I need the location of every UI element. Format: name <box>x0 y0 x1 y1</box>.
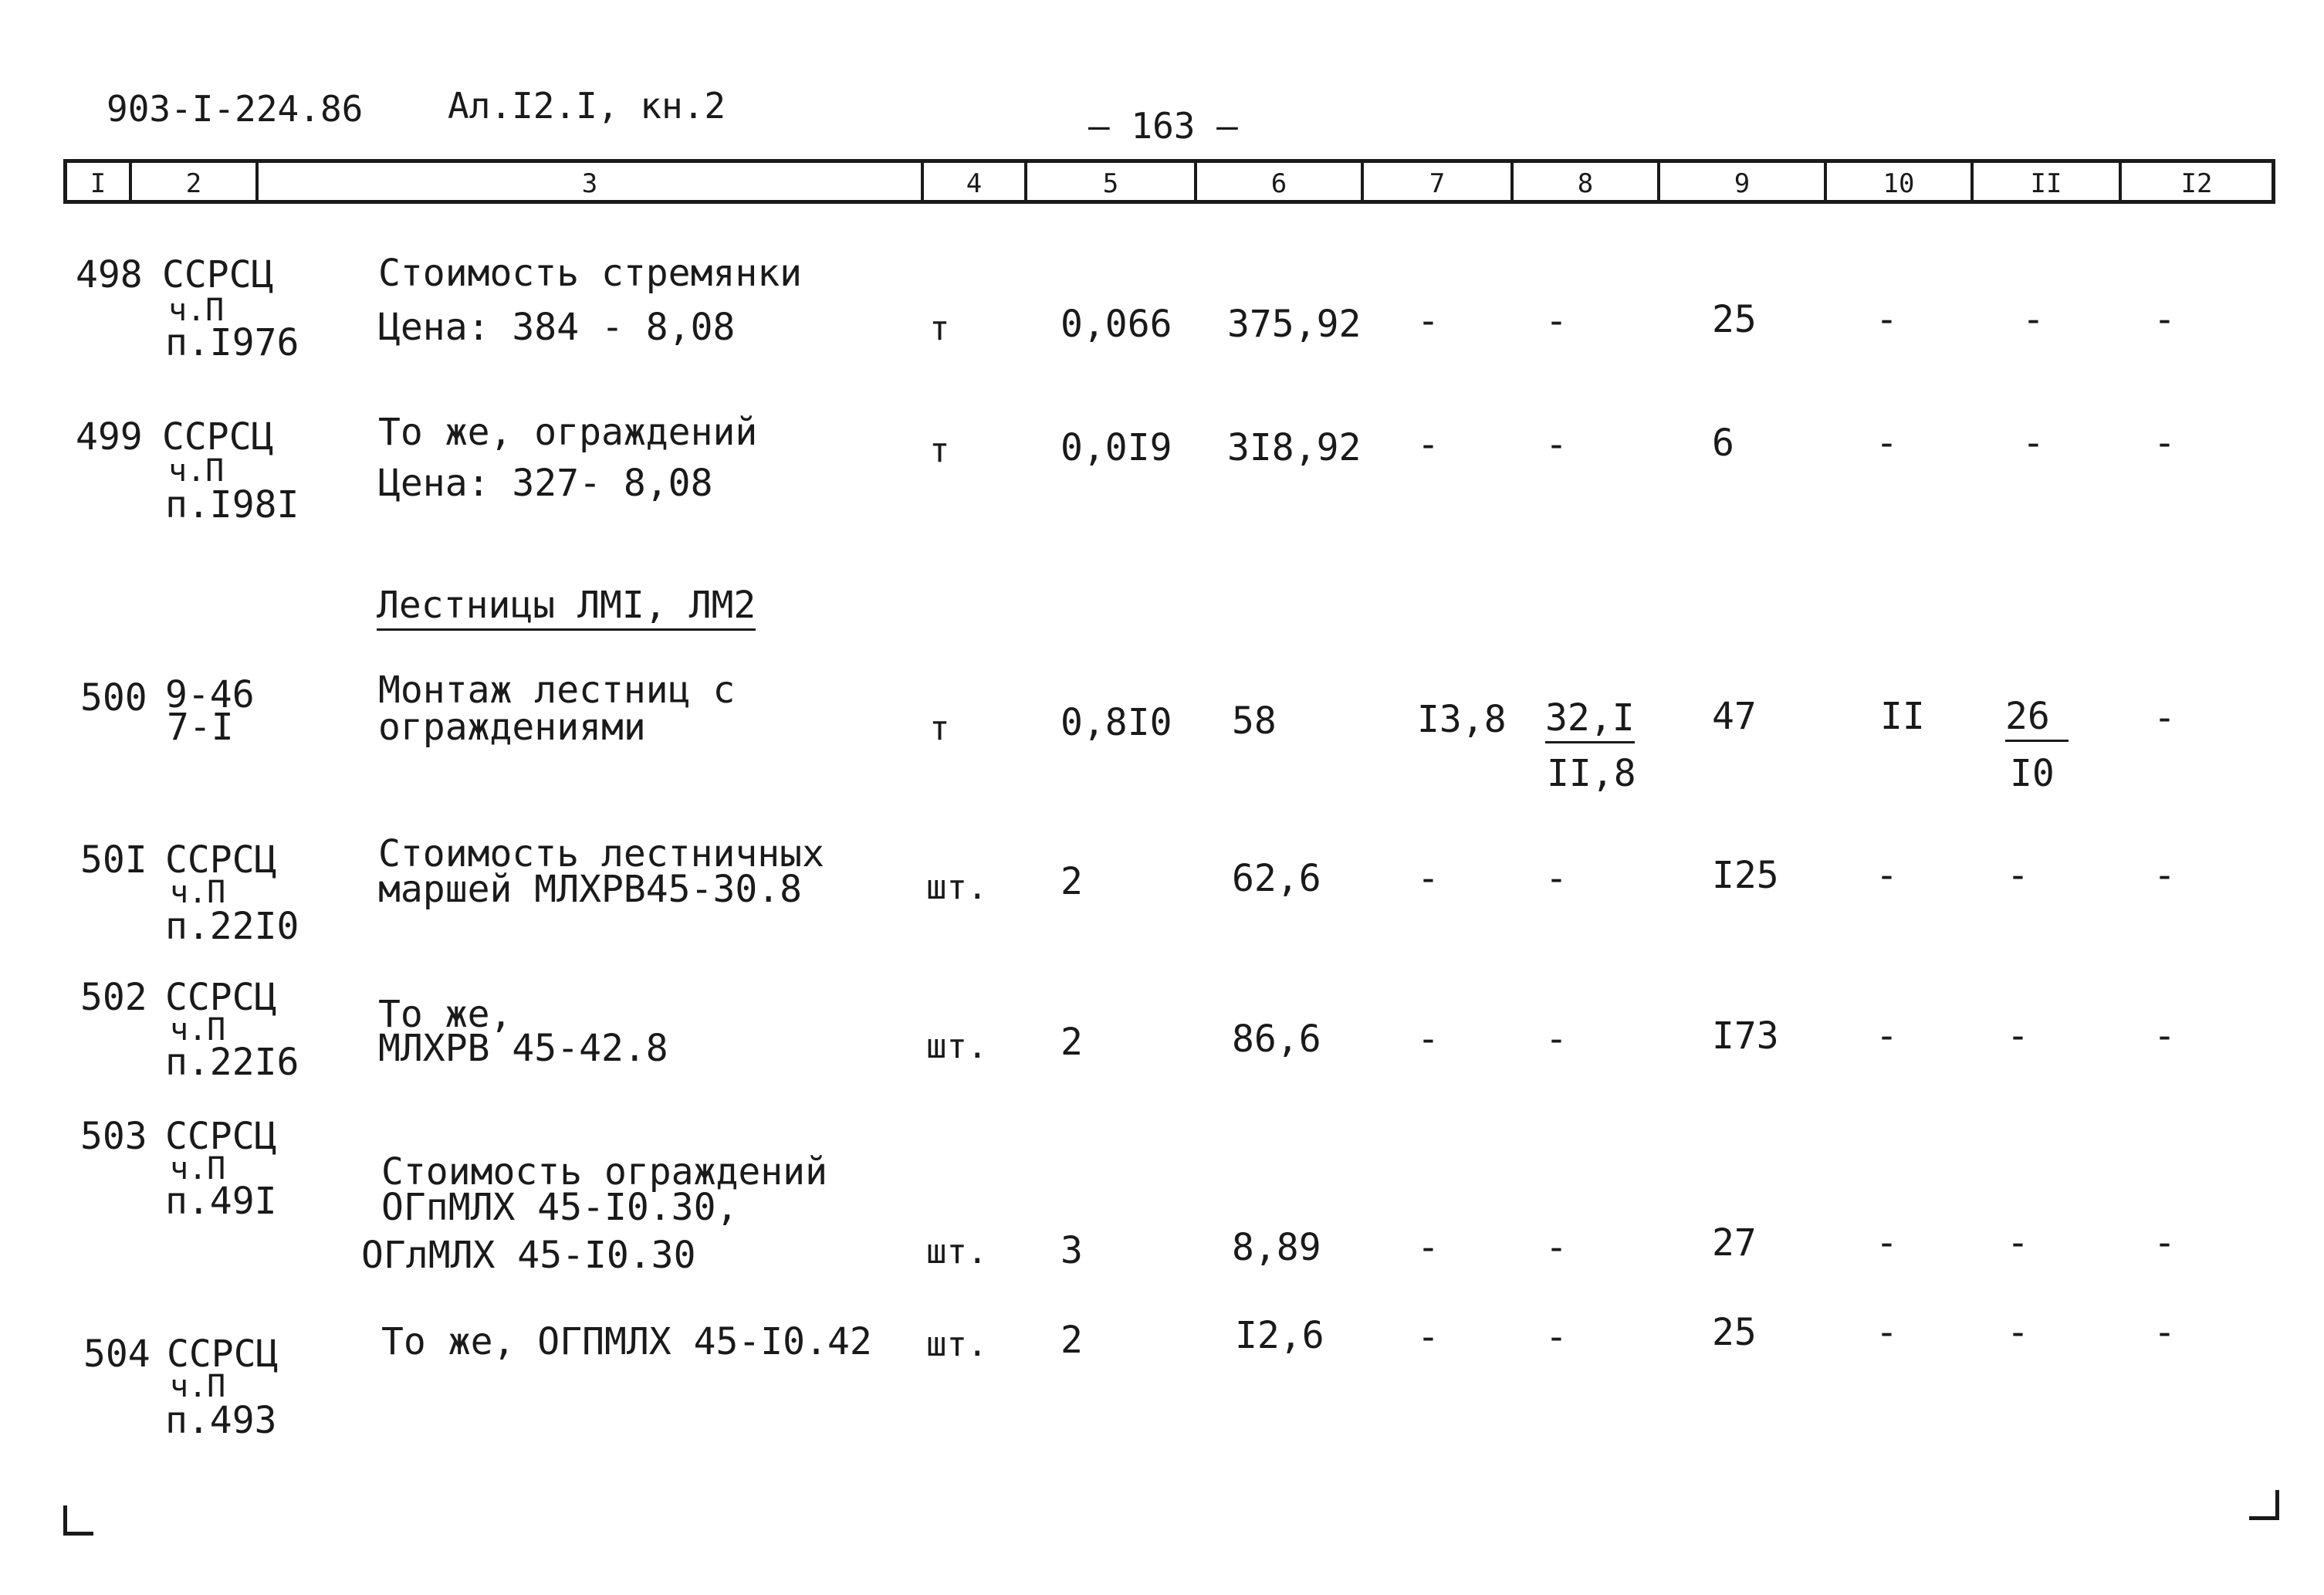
row-unit: шт. <box>926 1325 988 1364</box>
row-col8: - <box>1545 423 1568 466</box>
row-unit-price: 375,92 <box>1227 303 1362 346</box>
row-col7: I3,8 <box>1417 698 1507 741</box>
row-col11: - <box>2007 1221 2029 1265</box>
row-description: Стоимость стремянки <box>378 252 803 295</box>
row-unit: шт. <box>926 868 988 907</box>
page-number: — 163 — <box>1088 105 1238 147</box>
row-col11-denominator: I0 <box>2010 752 2055 795</box>
row-description-continued: ОГпМЛХ 45-I0.30, <box>381 1186 739 1229</box>
row-col8-denominator: II,8 <box>1547 752 1636 795</box>
row-number: 498 <box>76 253 143 296</box>
row-col10: - <box>1876 1221 1898 1265</box>
row-col9: 27 <box>1712 1221 1757 1265</box>
row-quantity: 0,8I0 <box>1061 701 1172 744</box>
row-col9: I25 <box>1712 854 1779 897</box>
column-header-7: 7 <box>1429 168 1446 199</box>
row-description: То же, <box>378 993 512 1036</box>
row-code-part: ч.П <box>168 293 225 328</box>
column-header-1: I <box>90 168 107 199</box>
column-header-5: 5 <box>1102 168 1119 199</box>
row-col9: 25 <box>1712 1311 1757 1354</box>
row-code-item: п.I98I <box>165 483 299 527</box>
corner-mark-bottom-right <box>2249 1490 2279 1520</box>
row-code: ССРСЦ <box>167 1333 279 1376</box>
row-col9: 25 <box>1712 298 1757 341</box>
row-number: 503 <box>80 1115 147 1158</box>
row-col7: - <box>1417 1018 1439 1061</box>
row-description-continued: МЛХРВ 45-42.8 <box>378 1027 668 1070</box>
column-header-8: 8 <box>1577 168 1594 199</box>
column-header-6: 6 <box>1270 168 1287 199</box>
row-description: Стоимость лестничных <box>378 832 824 875</box>
row-col8: - <box>1545 1226 1568 1269</box>
row-quantity: 3 <box>1061 1229 1083 1272</box>
column-header-12: I2 <box>2180 168 2213 199</box>
row-col8: - <box>1545 857 1568 900</box>
row-unit-price: 86,6 <box>1232 1018 1321 1061</box>
row-col11-numerator: 26 <box>2005 698 2069 742</box>
row-col8: - <box>1545 1316 1568 1359</box>
row-col12: - <box>2153 298 2176 341</box>
row-number: 50I <box>80 838 147 882</box>
row-col11: - <box>2022 422 2045 465</box>
row-code: ССРСЦ <box>165 1115 277 1158</box>
row-code-item: п.493 <box>165 1399 277 1442</box>
row-col7: - <box>1417 1226 1439 1269</box>
document-number: 903-I-224.86 <box>107 88 364 130</box>
row-code-part: ч.П <box>170 875 226 910</box>
row-description: То же, ограждений <box>378 411 758 454</box>
row-unit: шт. <box>926 1232 988 1272</box>
row-number: 502 <box>80 976 147 1019</box>
row-col7: - <box>1417 1316 1439 1359</box>
row-code-part: ч.П <box>170 1151 226 1187</box>
column-header-2: 2 <box>185 168 202 199</box>
row-description-price: Цена: 327- 8,08 <box>378 462 713 505</box>
row-description-price: Цена: 384 - 8,08 <box>378 306 736 349</box>
row-col12: - <box>2153 1014 2176 1058</box>
row-col8: - <box>1545 1018 1568 1061</box>
row-col8-numerator: 32,I <box>1545 699 1635 743</box>
row-code-part: ч.П <box>170 1369 226 1404</box>
row-col9: 47 <box>1712 695 1757 738</box>
row-col11: - <box>2022 298 2045 341</box>
column-header-4: 4 <box>966 168 983 199</box>
row-description-continued: ограждениями <box>378 706 646 749</box>
row-code-item: п.I976 <box>165 321 299 364</box>
album-reference: Ал.I2.I, кн.2 <box>448 85 726 127</box>
row-col11: - <box>2007 854 2029 897</box>
row-code: ССРСЦ <box>165 838 277 882</box>
row-code-part: 7-I <box>167 706 234 749</box>
row-number: 500 <box>80 676 147 720</box>
row-unit: т <box>929 309 950 348</box>
corner-mark-bottom-left <box>63 1505 93 1536</box>
row-col10: - <box>1876 1014 1898 1058</box>
row-unit-price: I2,6 <box>1235 1314 1324 1357</box>
row-quantity: 0,0I9 <box>1061 426 1172 469</box>
row-col12: - <box>2153 422 2176 465</box>
column-header-9: 9 <box>1734 168 1751 199</box>
row-code-part: ч.П <box>170 1012 226 1048</box>
row-col12: - <box>2153 1221 2176 1265</box>
row-col7: - <box>1417 423 1439 466</box>
row-unit-price: 3I8,92 <box>1227 426 1362 469</box>
column-header-10: 10 <box>1883 168 1915 199</box>
row-col11: - <box>2007 1311 2029 1354</box>
row-col7: - <box>1417 300 1439 343</box>
row-description: То же, ОГПМЛХ 45-I0.42 <box>381 1320 872 1363</box>
row-quantity: 2 <box>1061 1021 1083 1064</box>
row-col10: - <box>1876 1311 1898 1354</box>
row-col10: - <box>1876 298 1898 341</box>
section-title: Лестницы ЛМI, ЛМ2 <box>377 587 756 631</box>
column-header-11: II <box>2030 168 2062 199</box>
row-col10: II <box>1880 695 1925 738</box>
row-col8: - <box>1545 300 1568 343</box>
row-number: 504 <box>83 1333 151 1376</box>
row-unit-price: 58 <box>1232 699 1277 743</box>
row-col9: 6 <box>1712 422 1734 465</box>
row-col12: - <box>2153 854 2176 897</box>
row-col7: - <box>1417 857 1439 900</box>
row-unit: т <box>929 431 950 470</box>
row-col12: - <box>2153 1311 2176 1354</box>
row-code-item: п.22I0 <box>165 905 299 948</box>
row-col10: - <box>1876 422 1898 465</box>
row-code-part: ч.П <box>168 453 225 489</box>
row-description: Монтаж лестниц с <box>378 669 736 712</box>
row-description-continued: маршей МЛХРВ45-30.8 <box>378 868 803 911</box>
row-unit: т <box>929 709 950 748</box>
row-quantity: 2 <box>1061 860 1083 903</box>
row-unit-price: 8,89 <box>1232 1226 1321 1269</box>
row-description-continued: ОГлМЛХ 45-I0.30 <box>361 1234 696 1277</box>
row-quantity: 0,066 <box>1061 303 1172 346</box>
row-unit-price: 62,6 <box>1232 857 1321 900</box>
row-code-item: п.49I <box>165 1180 277 1223</box>
row-unit: шт. <box>926 1027 988 1066</box>
row-description: Стоимость ограждений <box>381 1150 827 1194</box>
row-col10: - <box>1876 854 1898 897</box>
row-code: ССРСЦ <box>162 415 274 459</box>
row-number: 499 <box>76 415 143 459</box>
row-code: ССРСЦ <box>165 976 277 1019</box>
row-code: 9-46 <box>165 673 255 716</box>
row-quantity: 2 <box>1061 1319 1083 1362</box>
row-col9: I73 <box>1712 1014 1779 1058</box>
column-header-3: 3 <box>581 168 598 199</box>
row-col11: - <box>2007 1014 2029 1058</box>
row-code-item: п.22I6 <box>165 1041 299 1084</box>
row-code: ССРСЦ <box>162 253 274 296</box>
column-header-row <box>63 159 2275 204</box>
row-col12: - <box>2153 696 2176 740</box>
